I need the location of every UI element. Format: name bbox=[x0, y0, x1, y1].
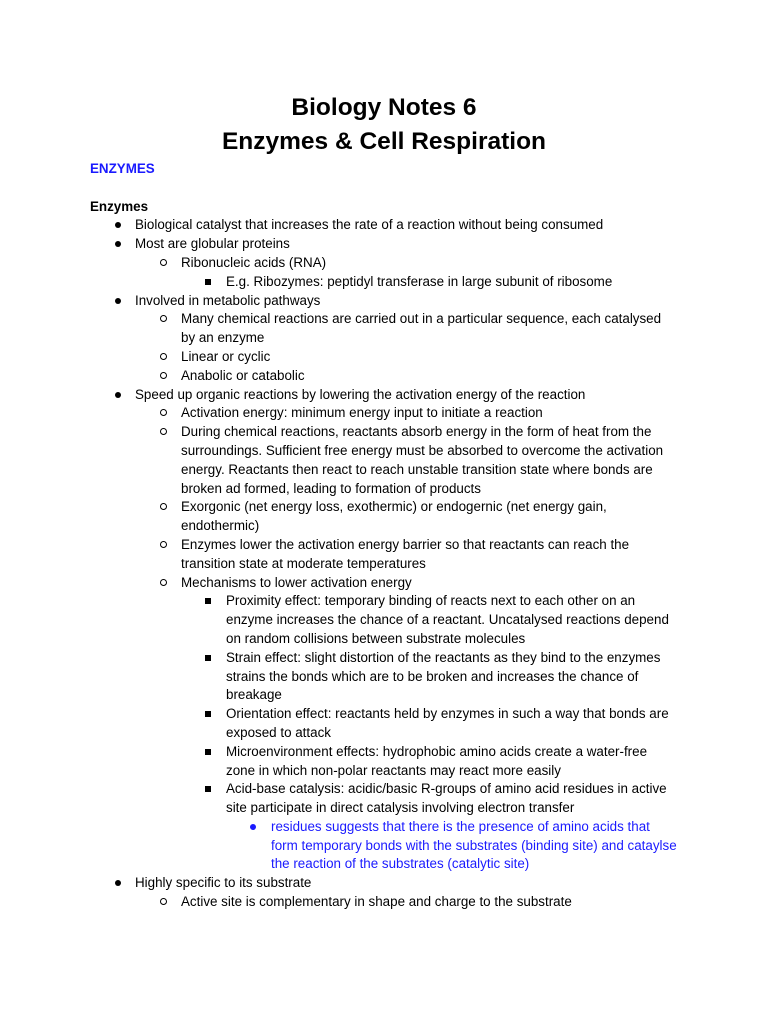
bullet-circ-icon bbox=[157, 404, 169, 423]
list-item bbox=[90, 874, 678, 893]
list-item-text: Ribonucleic acids (RNA) bbox=[181, 254, 327, 270]
list-item-text: Activation energy: minimum energy input to initiate a reaction bbox=[181, 405, 543, 421]
bullet-circ-icon bbox=[157, 498, 169, 517]
list-item-text: residues suggests that there is the presence of amino acids that form temporary bonds with the substrates (binding site) and cataylse the reaction of the substrates (catalytic site) bbox=[271, 818, 677, 872]
bullet-circ-icon bbox=[157, 310, 169, 329]
list-item bbox=[90, 348, 678, 367]
list-item bbox=[90, 893, 678, 912]
list-item-text: Many chemical reactions are carried out in a particular sequence, each catalysed by an enzyme bbox=[181, 311, 662, 346]
bullet-sq-icon bbox=[202, 592, 214, 611]
list-item-text: Anabolic or catabolic bbox=[181, 367, 305, 383]
list-item-text: Highly specific to its substrate bbox=[135, 875, 312, 891]
subheading: Enzymes bbox=[90, 198, 149, 214]
list-item-text: Acid-base catalysis: acidic/basic R-groups of amino acid residues in active site participate in direct catalysis involving electron transfer bbox=[226, 781, 667, 816]
list-item-text: Involved in metabolic pathways bbox=[135, 292, 321, 308]
bullet-circ-icon bbox=[157, 536, 169, 555]
bullet-sq-icon bbox=[202, 743, 214, 762]
list-item bbox=[90, 743, 678, 781]
list-item bbox=[90, 367, 678, 386]
list-item-text: Mechanisms to lower activation energy bbox=[181, 574, 412, 590]
list-item-text: Enzymes lower the activation energy barrier so that reactants can reach the transition state at moderate temperatures bbox=[181, 536, 630, 571]
bullet-circ-icon bbox=[157, 254, 169, 273]
list-item bbox=[90, 254, 678, 273]
list-item-text: Biological catalyst that increases the rate of a reaction without being consumed bbox=[135, 217, 604, 233]
list-item bbox=[90, 404, 678, 423]
bullet-sq-icon bbox=[202, 705, 214, 724]
list-item bbox=[90, 386, 678, 405]
list-item bbox=[90, 498, 678, 536]
bullet-circ-icon bbox=[157, 574, 169, 593]
bullet-dot-icon bbox=[112, 874, 124, 893]
list-item bbox=[90, 574, 678, 593]
section-heading: ENZYMES bbox=[90, 161, 155, 176]
bullet-sq-icon bbox=[202, 649, 214, 668]
title-line-1: Biology Notes 6 bbox=[291, 94, 477, 121]
list-item-text: Speed up organic reactions by lowering the activation energy of the reaction bbox=[135, 386, 586, 402]
list-item-text: Microenvironment effects: hydrophobic amino acids create a water-free zone in which non-polar reactants may react more easily bbox=[226, 743, 648, 778]
list-item bbox=[90, 235, 678, 254]
bullet-circ-icon bbox=[157, 423, 169, 442]
list-item-text: Orientation effect: reactants held by enzymes in such a way that bonds are exposed to attack bbox=[226, 706, 669, 740]
list-item bbox=[90, 818, 678, 874]
list-item-text: During chemical reactions, reactants absorb energy in the form of heat from the surroundings. Sufficient free energy must be absorbed to overcome the activation energy. Reactants then react to reach unstable transition state where bonds are broken ad formed, leading to formation of products bbox=[181, 424, 664, 496]
list-item bbox=[90, 649, 678, 705]
list-item bbox=[90, 310, 678, 348]
list-item bbox=[90, 273, 678, 292]
document-body bbox=[90, 160, 678, 912]
bullet-sq-icon bbox=[202, 780, 214, 799]
list-item-text: Exorgonic (net energy loss, exothermic) or endogernic (net energy gain, endothermic) bbox=[181, 499, 607, 534]
bullet-circ-icon bbox=[157, 348, 169, 367]
list-item bbox=[90, 705, 678, 743]
list-item-text: Active site is complementary in shape and charge to the substrate bbox=[181, 894, 572, 910]
notes-list bbox=[90, 216, 678, 911]
list-item bbox=[90, 292, 678, 311]
list-item-text: Strain effect: slight distortion of the reactants as they bind to the enzymes strains the bonds which are to be broken and increases the chance of breakage bbox=[226, 649, 661, 703]
bullet-circ-icon bbox=[157, 367, 169, 386]
list-item-text: Linear or cyclic bbox=[181, 348, 271, 364]
list-item bbox=[90, 536, 678, 574]
bullet-circ-icon bbox=[157, 893, 169, 912]
bullet-dot-icon bbox=[247, 818, 259, 837]
bullet-dot-icon bbox=[112, 235, 124, 254]
bullet-dot-icon bbox=[112, 216, 124, 235]
list-item bbox=[90, 216, 678, 235]
document-title bbox=[0, 91, 768, 159]
list-item bbox=[90, 592, 678, 648]
bullet-dot-icon bbox=[112, 292, 124, 311]
list-item-text: Proximity effect: temporary binding of reacts next to each other on an enzyme increases the chance of a reactant. Uncatalysed reactions depend on random collisions between substrate molecules bbox=[226, 593, 669, 646]
bullet-dot-icon bbox=[112, 386, 124, 405]
list-item-text: E.g. Ribozymes: peptidyl transferase in large subunit of ribosome bbox=[226, 273, 613, 289]
bullet-sq-icon bbox=[202, 273, 214, 292]
list-item bbox=[90, 423, 678, 498]
list-item bbox=[90, 780, 678, 818]
title-line-2: Enzymes & Cell Respiration bbox=[221, 128, 547, 155]
list-item-text: Most are globular proteins bbox=[135, 236, 290, 252]
